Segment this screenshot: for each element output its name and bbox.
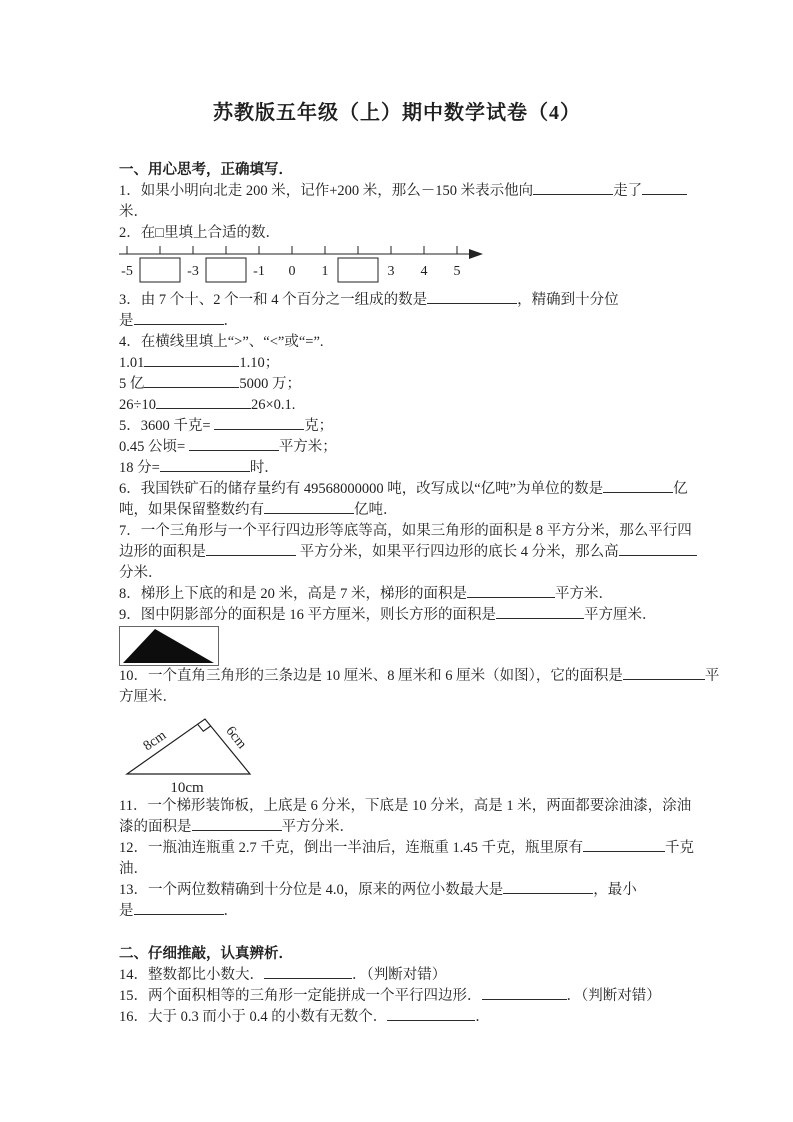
text-run: 5．3600 千克= (119, 418, 215, 434)
fill-in-blank (144, 353, 239, 367)
text-line (119, 666, 720, 687)
fill-in-blank (134, 311, 224, 325)
text-run: ．（判断对错） (352, 967, 447, 983)
text-run: 18 分= (119, 460, 160, 476)
arrowhead-icon (469, 249, 483, 259)
fill-in-blank (603, 479, 673, 493)
triangle-bottom-label: 10cm (170, 780, 204, 796)
text-run: ． (223, 903, 238, 919)
svg-text:-5: -5 (121, 264, 133, 279)
text-run: 9．图中阴影部分的面积是 16 平方厘米，则长方形的面积是 (119, 607, 496, 623)
text-run: 10．一个直角三角形的三条边是 10 厘米、8 厘米和 6 厘米（如图），它的面积是 (119, 668, 623, 684)
fill-in-blank (642, 181, 687, 195)
text-line (119, 880, 675, 901)
text-run: ，最小 (593, 882, 637, 898)
text-run: 米． (119, 204, 148, 220)
right-triangle-figure (119, 708, 299, 796)
text-run: 分米． (119, 565, 163, 581)
svg-text:-1: -1 (253, 264, 265, 279)
fill-in-blank (189, 437, 279, 451)
svg-text:1: 1 (321, 264, 329, 279)
text-line (119, 458, 675, 479)
text-run: 7．一个三角形与一个平行四边形等底等高，如果三角形的面积是 8 平方分米，那么平行四 (119, 523, 692, 539)
fill-in-blank (427, 290, 517, 304)
svg-text:-3: -3 (187, 264, 199, 279)
text-line (119, 395, 675, 416)
text-line (119, 901, 675, 922)
svg-text:4: 4 (420, 264, 428, 279)
text-run: 8．梯形上下底的和是 20 米，高是 7 米，梯形的面积是 (119, 586, 467, 602)
text-run: 1．如果小明向北走 200 米，记作+200 米，那么－150 米表示他向 (119, 183, 534, 199)
questions-block-2 (119, 290, 692, 626)
text-line (119, 1007, 675, 1028)
text-run: 3．由 7 个十、2 个一和 4 个百分之一组成的数是 (119, 292, 428, 308)
fill-in-blank (264, 965, 352, 979)
triangle-right-label: 6cm (222, 723, 250, 752)
text-run: 平方分米，如果平行四边形的底长 4 分米，那么高 (296, 544, 619, 560)
text-run: ． (475, 1009, 490, 1025)
svg-text:5: 5 (453, 264, 461, 279)
text-run: 6．我国铁矿石的储存量约有 49568000000 吨，改写成以“亿吨”为单位的数是 (119, 481, 604, 497)
fill-in-blank (160, 458, 250, 472)
text-line (119, 374, 675, 395)
text-run: 平方厘米． (584, 607, 657, 623)
text-run: 16．大于 0.3 而小于 0.4 的小数有无数个． (119, 1009, 388, 1025)
text-run: ．（判断对错） (566, 988, 661, 1004)
triangle-left-label: 8cm (140, 728, 170, 755)
fill-in-blank (156, 395, 251, 409)
text-line (119, 479, 688, 500)
fill-in-blank (467, 584, 555, 598)
text-line (119, 437, 675, 458)
questions-block-5 (119, 965, 675, 1028)
text-run: 克； (304, 418, 334, 434)
fill-in-blank (583, 838, 665, 852)
fill-in-blank (503, 880, 593, 894)
fill-in-blank (619, 542, 697, 556)
text-line (119, 416, 675, 437)
numberline-labels (121, 264, 460, 279)
fill-in-blank (264, 500, 354, 514)
text-line (119, 965, 675, 986)
text-run: 13．一个两位数精确到十分位是 4.0，原来的两位小数最大是 (119, 882, 504, 898)
text-run: 1.01 (119, 355, 145, 371)
text-run: 油． (119, 861, 148, 877)
text-run: 走了 (613, 183, 643, 199)
fill-in-blank (134, 901, 224, 915)
text-run: 漆的面积是 (119, 819, 192, 835)
text-run: 2．在□里填上合适的数． (119, 225, 281, 241)
page-title: 苏教版五年级（上）期中数学试卷（4） (213, 102, 581, 124)
text-line (119, 353, 675, 374)
text-run: 26×0.1. (250, 397, 296, 413)
text-run: 时． (249, 460, 279, 476)
text-line (119, 181, 675, 202)
shaded-rectangle-figure (119, 626, 219, 666)
text-line (119, 796, 692, 817)
text-line (119, 859, 675, 880)
text-run: 平方米． (555, 586, 613, 602)
text-line (119, 521, 692, 542)
text-line (119, 986, 675, 1007)
text-run: 亿吨． (354, 502, 398, 518)
text-run: 是 (119, 313, 134, 329)
text-run: ，精确到十分位 (517, 292, 619, 308)
text-run: 4．在横线里填上“>”、“<”或“=”. (119, 334, 324, 350)
fill-in-blank (144, 374, 239, 388)
text-line (119, 332, 675, 353)
fill-in-blank (533, 181, 613, 195)
text-line (119, 223, 675, 244)
text-line (119, 605, 675, 626)
text-line (119, 584, 675, 605)
text-run: 吨，如果保留整数约有 (119, 502, 264, 518)
questions-block-3 (119, 666, 720, 708)
numberline-ticks (127, 246, 457, 254)
svg-text:0: 0 (288, 264, 296, 279)
text-line (119, 563, 675, 584)
text-run: 是 (119, 903, 134, 919)
text-run: 5 亿 (119, 376, 145, 392)
text-run: 方厘米． (119, 689, 177, 705)
text-run: 边形的面积是 (119, 544, 206, 560)
text-line (119, 838, 694, 859)
fill-in-blank (623, 666, 705, 680)
text-line (119, 817, 675, 838)
text-run: 26÷10 (119, 397, 156, 413)
fill-in-blank (387, 1007, 475, 1021)
text-line (119, 687, 675, 708)
questions-block-4 (119, 796, 694, 922)
text-run: 12．一瓶油连瓶重 2.7 千克，倒出一半油后，连瓶重 1.45 千克，瓶里原有 (119, 840, 583, 856)
text-run: 平方分米． (281, 819, 354, 835)
svg-text:3: 3 (387, 264, 395, 279)
fill-in-blank (206, 542, 296, 556)
text-line (119, 542, 675, 563)
text-run: 14．整数都比小数大． (119, 967, 264, 983)
text-run: 5000 万； (239, 376, 301, 392)
text-run: 千克 (665, 840, 694, 856)
fill-in-blank (482, 986, 567, 1000)
section-heading-1: 一、用心思考，正确填写． (119, 162, 293, 178)
numberline-figure (119, 244, 489, 290)
right-angle-mark (198, 724, 211, 731)
text-line (119, 290, 675, 311)
text-line (119, 202, 675, 223)
fill-in-blank (192, 817, 282, 831)
text-run: 0.45 公顷= (119, 439, 189, 455)
text-run: 15．两个面积相等的三角形一定能拼成一个平行四边形． (119, 988, 482, 1004)
text-run: 平方米； (278, 439, 337, 455)
text-run: ． (223, 313, 238, 329)
fill-in-blank (214, 416, 304, 430)
text-run: 平 (704, 668, 720, 684)
section-heading-2: 二、仔细推敲，认真辨析． (119, 946, 293, 962)
fill-in-blank (496, 605, 584, 619)
text-line (119, 500, 675, 521)
text-run: 亿 (673, 481, 688, 497)
text-line (119, 311, 675, 332)
text-run: 11．一个梯形装饰板，上底是 6 分米，下底是 10 分米，高是 1 米，两面都要涂油漆，涂油 (119, 798, 692, 814)
text-run: 1.10； (239, 355, 280, 371)
questions-block-1 (119, 181, 675, 244)
